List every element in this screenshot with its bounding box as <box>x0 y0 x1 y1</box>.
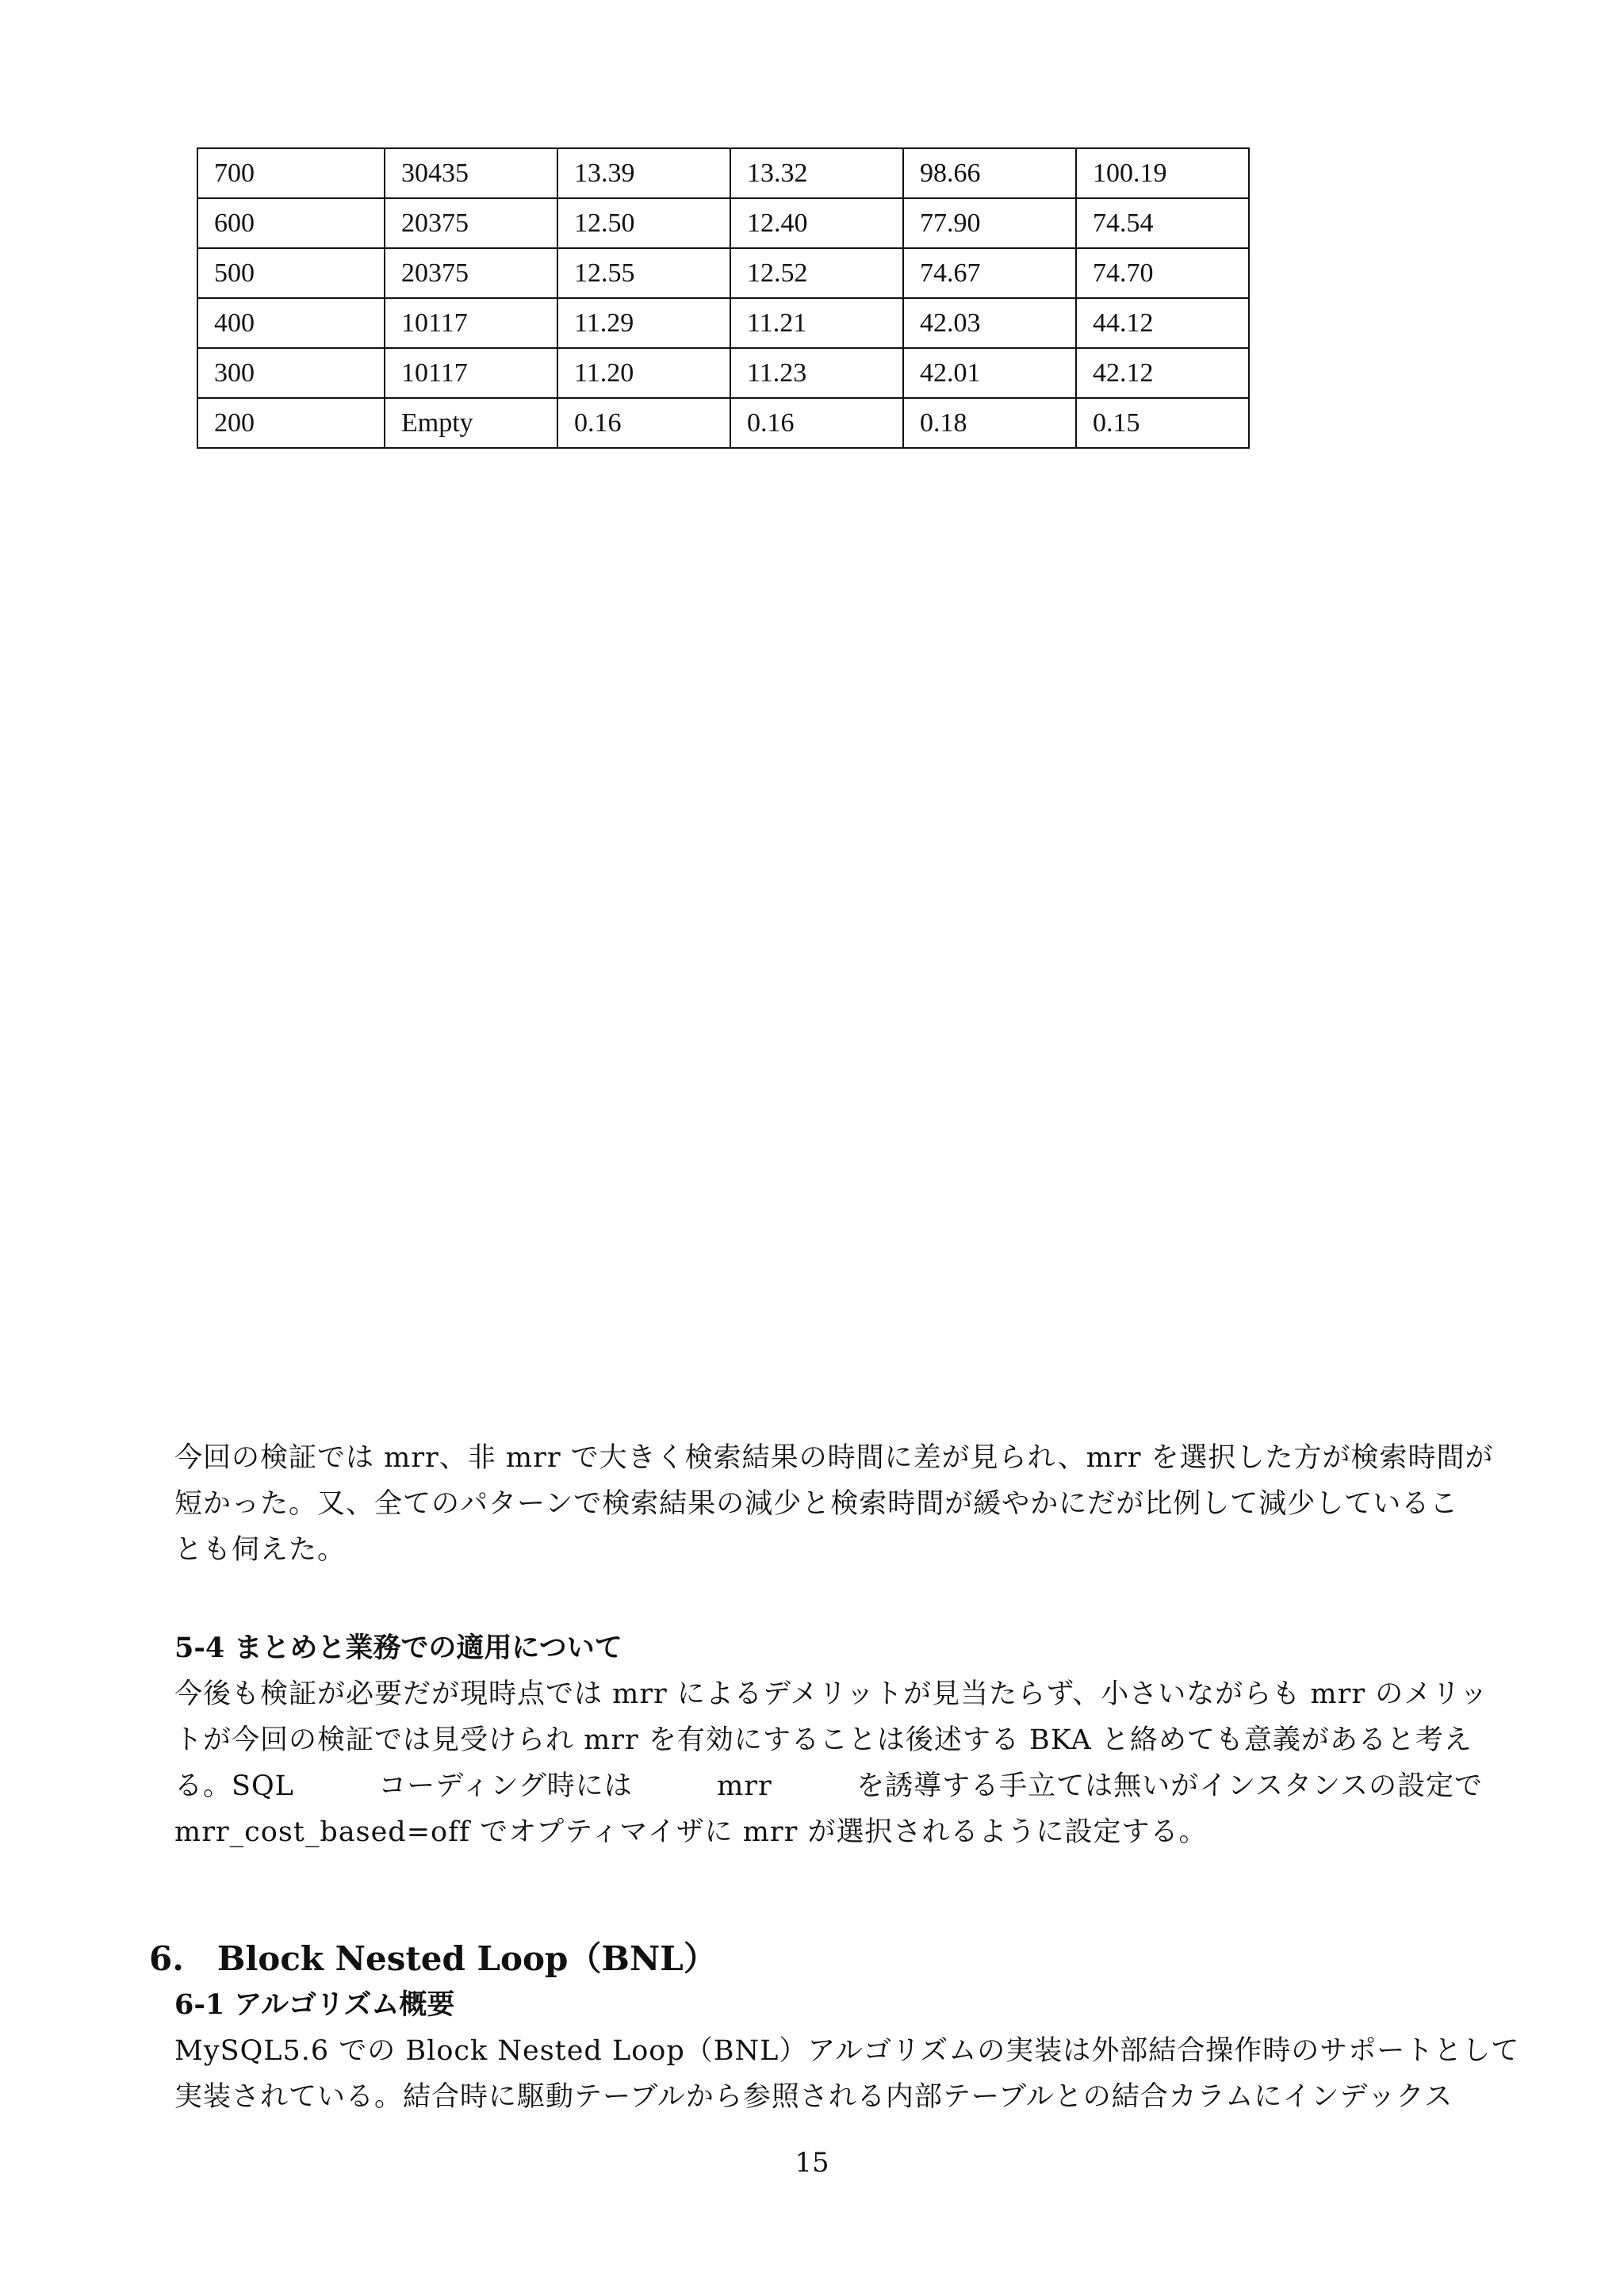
para-line: 短かった。又、全てのパターンで検索結果の減少と検索時間が緩やかにだが比例して減少しているこ <box>174 1488 1459 1520</box>
table-cell: 0.16 <box>557 398 730 448</box>
word: mrr <box>717 1770 772 1802</box>
table-row <box>197 198 1249 248</box>
table-cell: 42.01 <box>903 348 1076 398</box>
para-line: トが今回の検証では見受けられ mrr を有効にすることは後述する BKA と絡めても意義があると考え <box>174 1724 1473 1756</box>
word: を誘導する手立ては無いがインスタンスの設定で <box>856 1770 1483 1802</box>
para-line: 今後も検証が必要だが現時点では mrr によるデメリットが見当たらず、小さいながらも mrr のメリッ <box>174 1678 1488 1710</box>
table-cell: 20375 <box>385 248 557 298</box>
table-cell: 42.12 <box>1076 348 1249 398</box>
table-cell: 42.03 <box>903 298 1076 348</box>
table-cell: 11.23 <box>730 348 903 398</box>
para-line: mrr_cost_based=off でオプティマイザに mrr が選択されるように設定する。 <box>174 1816 1208 1848</box>
table-cell: 200 <box>197 398 385 448</box>
summary-paragraph <box>174 1435 1494 1573</box>
table-cell: 500 <box>197 248 385 298</box>
table-cell: 20375 <box>385 198 557 248</box>
para-line: MySQL5.6 での Block Nested Loop（BNL）アルゴリズムの実装は外部結合操作時のサポートとして <box>174 2035 1520 2067</box>
para-line: 実装されている。結合時に駆動テーブルから参照される内部テーブルとの結合カラムにインデックス <box>174 2081 1454 2113</box>
table-cell: 0.18 <box>903 398 1076 448</box>
table-cell: 600 <box>197 198 385 248</box>
table-cell: 12.40 <box>730 198 903 248</box>
section-heading: 6-1 アルゴリズム概要 <box>174 1988 455 2021</box>
table-cell: 11.20 <box>557 348 730 398</box>
word: る。SQL <box>174 1770 294 1802</box>
table-cell: 98.66 <box>903 148 1076 198</box>
table-body <box>197 148 1249 448</box>
table-cell: 10117 <box>385 298 557 348</box>
section-heading: 5-4 まとめと業務での適用について <box>174 1632 622 1664</box>
results-table <box>197 147 1250 449</box>
table-row <box>197 148 1249 198</box>
table-cell: 30435 <box>385 148 557 198</box>
table-row <box>197 248 1249 298</box>
table-cell: 74.67 <box>903 248 1076 298</box>
chapter-heading: 6. Block Nested Loop（BNL） <box>149 1939 717 1978</box>
table-cell: 13.39 <box>557 148 730 198</box>
table-cell: 100.19 <box>1076 148 1249 198</box>
table-cell: 11.21 <box>730 298 903 348</box>
table-cell: 0.16 <box>730 398 903 448</box>
para-line: 今回の検証では mrr、非 mrr で大きく検索結果の時間に差が見られ、mrr を選択した方が検索時間が <box>174 1442 1494 1474</box>
table-cell: 400 <box>197 298 385 348</box>
table-cell: 74.54 <box>1076 198 1249 248</box>
section-5-4 <box>174 1625 1488 1855</box>
table-cell: 10117 <box>385 348 557 398</box>
table-cell: 300 <box>197 348 385 398</box>
table-cell: 77.90 <box>903 198 1076 248</box>
table-cell: 44.12 <box>1076 298 1249 348</box>
para-line-justified <box>174 1763 1483 1809</box>
table-cell: 12.55 <box>557 248 730 298</box>
word: コーディング時には <box>378 1770 633 1802</box>
table-row <box>197 298 1249 348</box>
table-cell: 74.70 <box>1076 248 1249 298</box>
table-cell: 13.32 <box>730 148 903 198</box>
table-cell: 11.29 <box>557 298 730 348</box>
section-6-1 <box>174 1982 1520 2120</box>
table-cell: 12.50 <box>557 198 730 248</box>
table-cell: Empty <box>385 398 557 448</box>
table-row <box>197 398 1249 448</box>
table-cell: 12.52 <box>730 248 903 298</box>
para-line: とも伺えた。 <box>174 1534 347 1566</box>
table-cell: 700 <box>197 148 385 198</box>
table-row <box>197 348 1249 398</box>
page-number: 15 <box>795 2147 829 2179</box>
table-cell: 0.15 <box>1076 398 1249 448</box>
